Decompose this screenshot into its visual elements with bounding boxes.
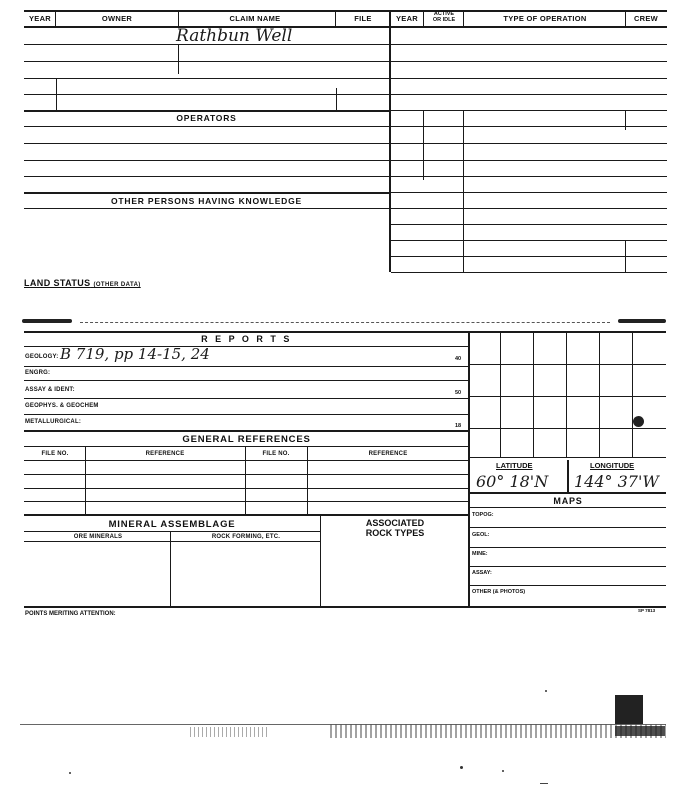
longitude-label: LONGITUDE	[590, 461, 635, 470]
maps-heading: MAPS	[553, 496, 583, 506]
scan-artifact	[80, 322, 610, 323]
grid-marker	[633, 416, 644, 427]
maps-other-label: OTHER (& PHOTOS)	[472, 589, 526, 595]
header-crew: CREW	[633, 14, 659, 23]
land-status-heading: LAND STATUS (OTHER DATA)	[24, 278, 141, 288]
header-file: FILE	[354, 14, 372, 23]
geophys-geochem-label: GEOPHYS. & GEOCHEM	[25, 403, 99, 409]
metallurgical-label: METALLURGICAL:	[25, 419, 82, 425]
header-active: ACTIVE OR IDLE	[432, 11, 456, 23]
scan-artifact	[190, 727, 270, 737]
scan-artifact	[502, 770, 504, 772]
scan-artifact	[545, 690, 547, 692]
geology-value: B 719, pp 14-15, 24	[60, 345, 210, 363]
geology-number: 40	[455, 356, 462, 362]
geology-label: GEOLOGY:	[25, 354, 59, 360]
assay-number: 50	[455, 390, 462, 396]
header-year-2: YEAR	[395, 14, 419, 23]
scan-artifact	[615, 726, 665, 736]
form-number: SP 7813	[638, 608, 656, 613]
points-meriting-attention: POINTS MERITING ATTENTION:	[25, 611, 116, 617]
maps-geol-label: GEOL:	[472, 532, 490, 538]
operators-heading: OPERATORS	[176, 113, 237, 123]
ref-reference-1: REFERENCE	[145, 451, 185, 457]
latitude-label: LATITUDE	[496, 461, 533, 470]
metallurgical-number: 18	[455, 423, 462, 429]
scan-artifact	[69, 772, 71, 774]
ore-minerals-label: ORE MINERALS	[73, 534, 123, 540]
mineral-assemblage-heading: MINERAL ASSEMBLAGE	[108, 519, 236, 530]
maps-mine-label: MINE:	[472, 551, 488, 557]
longitude-value: 144° 37'W	[574, 472, 659, 491]
header-year: YEAR	[28, 14, 52, 23]
header-owner: OWNER	[101, 14, 133, 23]
claim-name-entry: Rathbun Well	[176, 26, 293, 46]
general-references-heading: GENERAL REFERENCES	[182, 434, 311, 445]
scan-artifact	[540, 783, 548, 784]
assay-ident-label: ASSAY & IDENT:	[25, 387, 75, 393]
header-type-of-operation: TYPE OF OPERATION	[503, 14, 587, 23]
rock-forming-label: ROCK FORMING, ETC.	[211, 534, 281, 540]
other-persons-heading: OTHER PERSONS HAVING KNOWLEDGE	[110, 196, 303, 206]
ref-file-no-2: FILE NO.	[262, 451, 290, 457]
scan-artifact	[615, 695, 643, 725]
ref-file-no-1: FILE NO.	[41, 451, 69, 457]
engrg-label: ENGRG:	[25, 370, 51, 376]
latitude-value: 60° 18'N	[476, 472, 549, 491]
scan-artifact	[22, 319, 72, 323]
reports-heading: R E P O R T S	[201, 334, 292, 344]
header-claim-name: CLAIM NAME	[229, 14, 281, 23]
associated-rock-types-heading: ASSOCIATED ROCK TYPES	[365, 518, 425, 538]
scan-artifact	[460, 766, 463, 769]
maps-assay-label: ASSAY:	[472, 570, 492, 576]
ref-reference-2: REFERENCE	[368, 451, 408, 457]
scan-artifact	[618, 319, 666, 323]
maps-topog-label: TOPOG:	[472, 512, 494, 518]
